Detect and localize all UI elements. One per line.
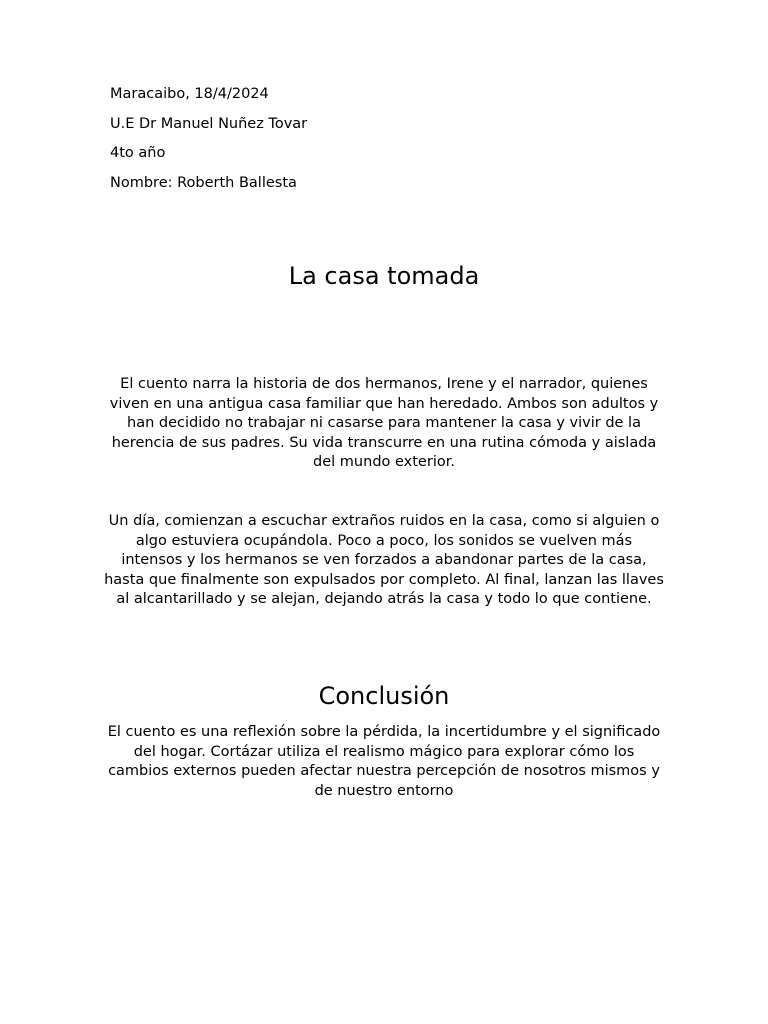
conclusion-heading: Conclusión xyxy=(318,682,450,710)
body-paragraph-1: El cuento narra la historia de dos hermanos, Irene y el narrador, quienes viven en una antigua casa familiar que han heredado. Ambos son adultos y han decidido no trabajar ni casarse para mantener la casa y vivir de la herencia de sus padres. Su vida transcurre en una rutina cómoda y aislada del mundo exterior. xyxy=(109,376,659,470)
school-name: U.E Dr Manuel Nuñez Tovar xyxy=(110,116,308,132)
document-title: La casa tomada xyxy=(288,262,480,290)
conclusion-paragraph: El cuento es una reflexión sobre la pérdida, la incertidumbre y el significado del hogar. Cortázar utiliza el realismo mágico para explorar cómo los cambios externos pueden afectar nuestra percepción de nosotros mismos y de nuestro entorno xyxy=(107,724,661,799)
grade: 4to año xyxy=(110,145,166,161)
place-date: Maracaibo, 18/4/2024 xyxy=(110,86,269,102)
student-name: Nombre: Roberth Ballesta xyxy=(110,175,297,191)
body-paragraph-2: Un día, comienzan a escuchar extraños ruidos en la casa, como si alguien o algo estuviera ocupándola. Poco a poco, los sonidos se vuelven más intensos y los hermanos se ven forzados a abandonar partes de la casa, hasta que finalmente son expulsados por completo. Al final, lanzan las llaves al alcantarillado y se alejan, dejando atrás la casa y todo lo que contiene. xyxy=(104,513,664,607)
